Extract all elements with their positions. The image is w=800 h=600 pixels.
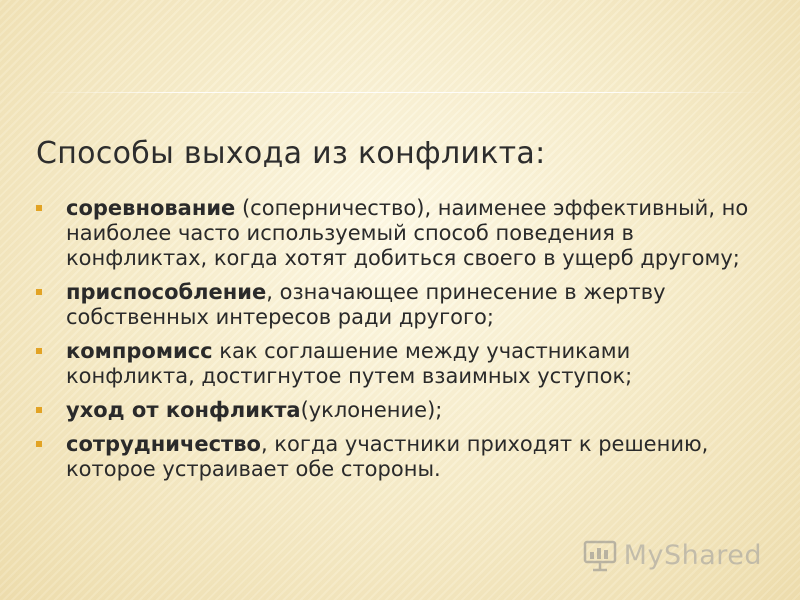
slide-title: Способы выхода из конфликта:	[36, 136, 546, 171]
bullet-text: , означающее принесение в жертву собственных интересов ради другого;	[66, 280, 666, 329]
header-divider	[34, 92, 766, 93]
bullet-marker-icon	[36, 205, 42, 211]
bullet-term: соревнование	[66, 196, 236, 220]
watermark	[582, 538, 762, 572]
bullet-item	[36, 280, 756, 330]
bullet-text: (уклонение);	[300, 398, 443, 422]
bullet-list	[36, 196, 756, 491]
bullet-item	[36, 196, 756, 271]
presentation-board-icon	[582, 538, 618, 572]
bullet-marker-icon	[36, 407, 42, 413]
bullet-text: , когда участники приходят к решению, которое устраивает обе стороны.	[66, 432, 709, 481]
bullet-term: уход от конфликта	[66, 398, 301, 422]
bullet-term: компромисс	[66, 339, 213, 363]
bullet-item	[36, 339, 756, 389]
bullet-term: приспособление	[66, 280, 267, 304]
watermark-text: MyShared	[623, 539, 762, 571]
bullet-marker-icon	[36, 441, 42, 447]
bullet-term: сотрудничество	[66, 432, 261, 456]
bullet-item	[36, 432, 756, 482]
bullet-text: (соперничество), наименее эффективный, но наиболее часто используемый способ поведения в конфликтах, когда хотят добиться своего в ущерб другому;	[66, 196, 749, 270]
bullet-marker-icon	[36, 348, 42, 354]
bullet-text: как соглашение между участниками конфликта, достигнутое путем взаимных уступок;	[66, 339, 633, 388]
bullet-marker-icon	[36, 289, 42, 295]
bullet-item	[36, 398, 756, 423]
